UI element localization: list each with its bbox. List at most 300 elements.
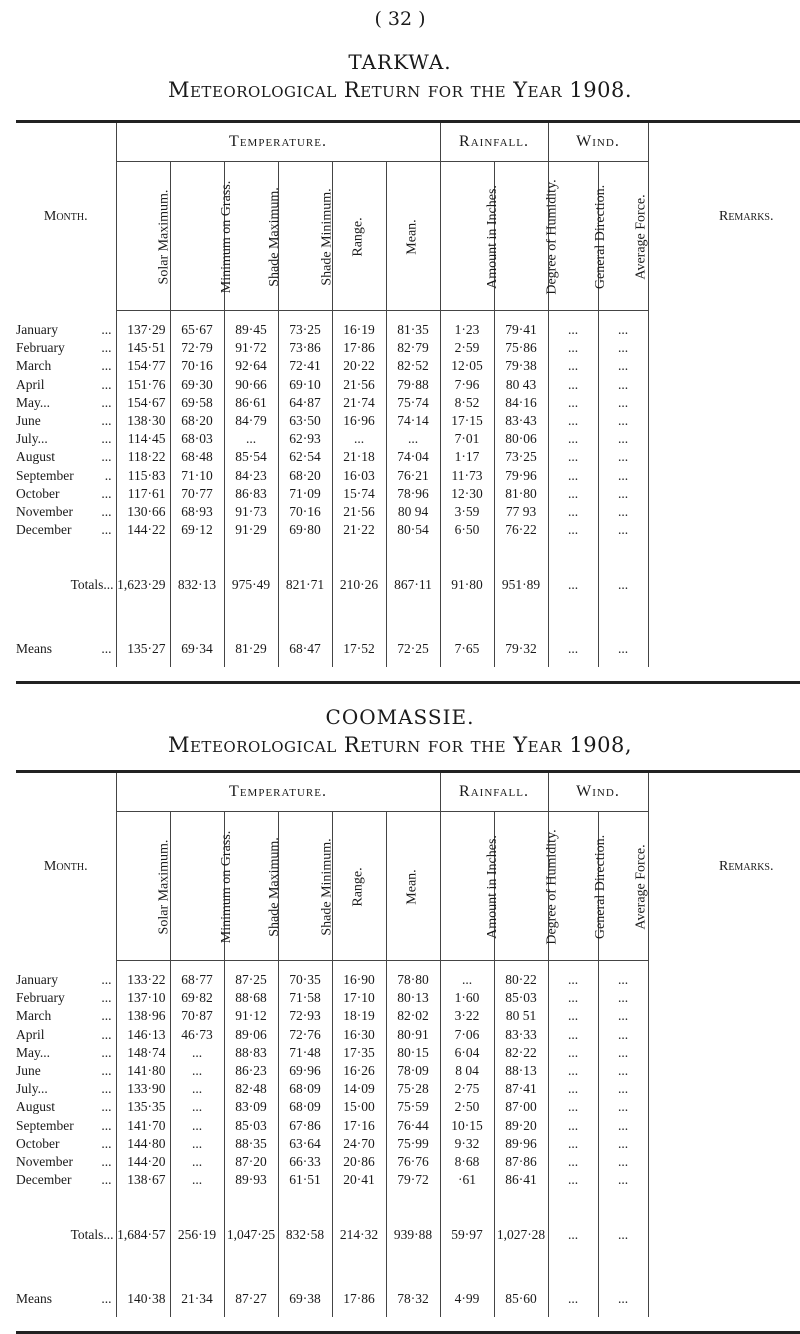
value-cell: 68·48 xyxy=(170,448,224,466)
value-cell: 66·33 xyxy=(278,1153,332,1171)
station-name: TARKWA. xyxy=(348,50,452,74)
value-cell: 12·05 xyxy=(440,357,494,375)
value-cell: 88·35 xyxy=(224,1135,278,1153)
totals-label: Totals... xyxy=(70,577,114,593)
value-cell: 74·04 xyxy=(386,448,440,466)
value-cell: 16·30 xyxy=(332,1026,386,1044)
column-label: Shade Minimum. xyxy=(319,188,335,286)
range-header xyxy=(332,812,386,961)
value-cell: 68·09 xyxy=(278,1098,332,1116)
value-cell: 82·02 xyxy=(386,1007,440,1025)
mean-cell: 68·47 xyxy=(278,631,332,667)
column-label: Mean. xyxy=(404,869,420,905)
value-cell: 17·10 xyxy=(332,989,386,1007)
value-cell: ... xyxy=(598,321,648,339)
value-cell: 91·29 xyxy=(224,521,278,539)
value-cell: 21·56 xyxy=(332,376,386,394)
leader-dots: ... xyxy=(101,972,112,988)
value-cell: ·61 xyxy=(440,1171,494,1189)
value-cell: 68·20 xyxy=(278,467,332,485)
value-cell: 79·96 xyxy=(494,467,548,485)
month-label: November xyxy=(16,503,73,519)
total-cell: 210·26 xyxy=(332,567,386,603)
table-row xyxy=(16,1117,800,1135)
column-label: Solar Maximum. xyxy=(155,839,171,935)
value-cell: 14·09 xyxy=(332,1080,386,1098)
value-cell: ... xyxy=(598,412,648,430)
table-row xyxy=(16,467,800,485)
remarks-cell xyxy=(648,1117,800,1135)
totals-row xyxy=(16,567,800,603)
value-cell: 16·90 xyxy=(332,971,386,989)
value-cell: 89·45 xyxy=(224,321,278,339)
value-cell: ... xyxy=(598,1007,648,1025)
remarks-cell xyxy=(648,376,800,394)
value-cell: 138·30 xyxy=(116,412,170,430)
month-cell xyxy=(16,339,116,357)
column-label: Shade Maximum. xyxy=(266,187,282,287)
value-cell: ... xyxy=(598,430,648,448)
leader-dots: ... xyxy=(101,1063,112,1079)
value-cell: 16·26 xyxy=(332,1062,386,1080)
value-cell: 75·28 xyxy=(386,1080,440,1098)
value-cell: ... xyxy=(598,485,648,503)
value-cell: 83·33 xyxy=(494,1026,548,1044)
value-cell: 76·76 xyxy=(386,1153,440,1171)
value-cell: 91·73 xyxy=(224,503,278,521)
value-cell: ... xyxy=(548,1007,598,1025)
month-cell xyxy=(16,448,116,466)
value-cell: 69·12 xyxy=(170,521,224,539)
mean-header xyxy=(386,162,440,311)
total-cell: 832·58 xyxy=(278,1217,332,1253)
month-cell xyxy=(16,467,116,485)
month-cell xyxy=(16,1044,116,1062)
month-label: November xyxy=(16,1153,73,1169)
value-cell: 8 04 xyxy=(440,1062,494,1080)
value-cell: 85·03 xyxy=(494,989,548,1007)
value-cell: 72·76 xyxy=(278,1026,332,1044)
value-cell: 2·50 xyxy=(440,1098,494,1116)
value-cell: ... xyxy=(598,1153,648,1171)
table-row xyxy=(16,1062,800,1080)
value-cell: 62·93 xyxy=(278,430,332,448)
leader-dots: ... xyxy=(101,413,112,429)
mean-cell: ... xyxy=(598,1281,648,1317)
value-cell: 91·12 xyxy=(224,1007,278,1025)
value-cell: ... xyxy=(598,1062,648,1080)
month-label: March xyxy=(16,1008,52,1024)
mean-cell: 17·52 xyxy=(332,631,386,667)
value-cell: ... xyxy=(170,1044,224,1062)
value-cell: ... xyxy=(170,1117,224,1135)
value-cell: 115·83 xyxy=(116,467,170,485)
means-row xyxy=(16,631,800,667)
month-cell xyxy=(16,485,116,503)
total-cell: 91·80 xyxy=(440,567,494,603)
month-cell xyxy=(16,1171,116,1189)
column-label: Minimum on Grass. xyxy=(218,830,234,944)
value-cell: ... xyxy=(548,394,598,412)
value-cell: ... xyxy=(170,1062,224,1080)
value-cell: ... xyxy=(598,1080,648,1098)
station-name: COOMASSIE. xyxy=(325,705,475,729)
value-cell: 21·18 xyxy=(332,448,386,466)
leader-dots: ... xyxy=(101,1135,112,1151)
value-cell: 86·41 xyxy=(494,1171,548,1189)
total-cell: 951·89 xyxy=(494,567,548,603)
value-cell: ... xyxy=(548,1044,598,1062)
mean-cell: ... xyxy=(548,631,598,667)
value-cell: 79·41 xyxy=(494,321,548,339)
mean-cell: 72·25 xyxy=(386,631,440,667)
value-cell: 69·58 xyxy=(170,394,224,412)
value-cell: 89·93 xyxy=(224,1171,278,1189)
leader-dots: ... xyxy=(101,641,112,657)
month-label: September xyxy=(16,467,74,483)
temperature-header: Temperature. xyxy=(116,122,440,162)
value-cell: 69·80 xyxy=(278,521,332,539)
total-cell: ... xyxy=(548,567,598,603)
value-cell: 144·22 xyxy=(116,521,170,539)
value-cell: ... xyxy=(598,1098,648,1116)
mean-cell: 85·60 xyxy=(494,1281,548,1317)
value-cell: 80·91 xyxy=(386,1026,440,1044)
remarks-header: Remarks. xyxy=(648,772,800,961)
value-cell: ... xyxy=(598,467,648,485)
amount-header xyxy=(440,812,500,961)
value-cell: ... xyxy=(598,357,648,375)
mean-header xyxy=(386,812,440,961)
value-cell: 61·51 xyxy=(278,1171,332,1189)
value-cell: ... xyxy=(598,521,648,539)
value-cell: 70·16 xyxy=(278,503,332,521)
value-cell: ... xyxy=(598,503,648,521)
value-cell: 82·52 xyxy=(386,357,440,375)
month-label: April xyxy=(16,376,45,392)
means-label: Means xyxy=(16,641,52,657)
value-cell: 2·75 xyxy=(440,1080,494,1098)
remarks-cell xyxy=(648,1153,800,1171)
value-cell: 71·09 xyxy=(278,485,332,503)
remarks-cell xyxy=(648,631,800,667)
column-label: Shade Maximum. xyxy=(266,837,282,937)
value-cell: 1·23 xyxy=(440,321,494,339)
total-cell: 1,684·57 xyxy=(116,1217,170,1253)
value-cell: 141·80 xyxy=(116,1062,170,1080)
mean-cell: 69·38 xyxy=(278,1281,332,1317)
means-label-cell xyxy=(16,631,116,667)
month-header: Month. xyxy=(43,208,88,224)
value-cell: 78·96 xyxy=(386,485,440,503)
mean-cell: 78·32 xyxy=(386,1281,440,1317)
value-cell: 78·80 xyxy=(386,971,440,989)
month-label: May... xyxy=(16,1044,50,1060)
temperature-header: Temperature. xyxy=(116,772,440,812)
value-cell: 8·68 xyxy=(440,1153,494,1171)
value-cell: 72·79 xyxy=(170,339,224,357)
leader-dots: ... xyxy=(101,1026,112,1042)
page-number: ( 32 ) xyxy=(374,8,426,30)
value-cell: 15·74 xyxy=(332,485,386,503)
totals-label: Totals... xyxy=(70,1227,114,1243)
column-label: Mean. xyxy=(404,219,420,255)
remarks-cell xyxy=(648,321,800,339)
value-cell: ... xyxy=(548,448,598,466)
mean-cell: 7·65 xyxy=(440,631,494,667)
value-cell: ... xyxy=(548,430,598,448)
leader-dots: ... xyxy=(101,503,112,519)
leader-dots: ... xyxy=(101,522,112,538)
value-cell: 73·25 xyxy=(494,448,548,466)
value-cell: 145·51 xyxy=(116,339,170,357)
value-cell: 133·90 xyxy=(116,1080,170,1098)
humidity-header xyxy=(494,162,560,311)
value-cell: 77 93 xyxy=(494,503,548,521)
value-cell: 10·15 xyxy=(440,1117,494,1135)
month-cell xyxy=(16,971,116,989)
table-row xyxy=(16,485,800,503)
value-cell: ... xyxy=(386,430,440,448)
month-cell xyxy=(16,430,116,448)
value-cell: 2·59 xyxy=(440,339,494,357)
value-cell: 7·01 xyxy=(440,430,494,448)
leader-dots: ... xyxy=(101,1291,112,1307)
value-cell: 69·30 xyxy=(170,376,224,394)
value-cell: ... xyxy=(224,430,278,448)
value-cell: 89·20 xyxy=(494,1117,548,1135)
value-cell: 6·04 xyxy=(440,1044,494,1062)
value-cell: 83·43 xyxy=(494,412,548,430)
table-row xyxy=(16,448,800,466)
value-cell: 137·29 xyxy=(116,321,170,339)
remarks-cell xyxy=(648,1171,800,1189)
value-cell: 69·82 xyxy=(170,989,224,1007)
month-cell xyxy=(16,521,116,539)
table-row xyxy=(16,1153,800,1171)
value-cell: 154·77 xyxy=(116,357,170,375)
value-cell: ... xyxy=(548,521,598,539)
value-cell: 114·45 xyxy=(116,430,170,448)
value-cell: 16·03 xyxy=(332,467,386,485)
value-cell: ... xyxy=(598,989,648,1007)
leader-dots: ... xyxy=(101,1153,112,1169)
leader-dots: ... xyxy=(101,431,112,447)
value-cell: 76·21 xyxy=(386,467,440,485)
value-cell: 62·54 xyxy=(278,448,332,466)
value-cell: 87·00 xyxy=(494,1098,548,1116)
value-cell: ... xyxy=(548,1171,598,1189)
column-label: Amount in Inches. xyxy=(484,835,500,939)
month-label: August xyxy=(16,449,56,465)
value-cell: ... xyxy=(548,989,598,1007)
value-cell: 7·06 xyxy=(440,1026,494,1044)
leader-dots: ... xyxy=(101,1081,112,1097)
rainfall-header: Rainfall. xyxy=(440,122,548,162)
leader-dots: ... xyxy=(101,322,112,338)
month-cell xyxy=(16,1007,116,1025)
value-cell: 82·48 xyxy=(224,1080,278,1098)
rainfall-header: Rainfall. xyxy=(440,772,548,812)
month-label: May... xyxy=(16,394,50,410)
remarks-cell xyxy=(648,1044,800,1062)
value-cell: 86·83 xyxy=(224,485,278,503)
value-cell: ... xyxy=(440,971,494,989)
value-cell: 12·30 xyxy=(440,485,494,503)
month-cell xyxy=(16,394,116,412)
value-cell: 63·50 xyxy=(278,412,332,430)
value-cell: ... xyxy=(170,1171,224,1189)
shade-min-header xyxy=(278,812,335,961)
value-cell: ... xyxy=(170,1135,224,1153)
value-cell: 73·86 xyxy=(278,339,332,357)
mean-cell: 69·34 xyxy=(170,631,224,667)
table-row xyxy=(16,339,800,357)
mean-cell: ... xyxy=(548,1281,598,1317)
value-cell: ... xyxy=(598,376,648,394)
column-label: General Direction. xyxy=(592,184,608,290)
value-cell: 146·13 xyxy=(116,1026,170,1044)
value-cell: 80·06 xyxy=(494,430,548,448)
value-cell: 46·73 xyxy=(170,1026,224,1044)
value-cell: ... xyxy=(548,1026,598,1044)
value-cell: 71·48 xyxy=(278,1044,332,1062)
table-row xyxy=(16,394,800,412)
column-label: Range. xyxy=(350,217,366,257)
table-row xyxy=(16,1098,800,1116)
value-cell: 76·44 xyxy=(386,1117,440,1135)
value-cell: ... xyxy=(548,412,598,430)
value-cell: 133·22 xyxy=(116,971,170,989)
value-cell: 154·67 xyxy=(116,394,170,412)
table-row xyxy=(16,1007,800,1025)
value-cell: 75·59 xyxy=(386,1098,440,1116)
min-grass-header xyxy=(170,162,234,311)
month-label: April xyxy=(16,1026,45,1042)
mean-cell: 81·29 xyxy=(224,631,278,667)
column-label: Average Force. xyxy=(633,194,649,280)
value-cell: 76·22 xyxy=(494,521,548,539)
value-cell: ... xyxy=(598,448,648,466)
value-cell: 21·74 xyxy=(332,394,386,412)
shade-min-header xyxy=(278,162,335,311)
column-label: General Direction. xyxy=(592,834,608,940)
column-label: Amount in Inches. xyxy=(484,185,500,289)
value-cell: 20·41 xyxy=(332,1171,386,1189)
column-label: Degree of Humidity. xyxy=(544,829,560,945)
value-cell: 80·54 xyxy=(386,521,440,539)
wind-header: Wind. xyxy=(548,122,648,162)
column-label: Range. xyxy=(350,867,366,907)
month-cell xyxy=(16,412,116,430)
leader-dots: ... xyxy=(101,1117,112,1133)
value-cell: 1·17 xyxy=(440,448,494,466)
value-cell: 130·66 xyxy=(116,503,170,521)
value-cell: 82·22 xyxy=(494,1044,548,1062)
remarks-cell xyxy=(648,1217,800,1253)
value-cell: 78·09 xyxy=(386,1062,440,1080)
value-cell: ... xyxy=(548,357,598,375)
value-cell: 80 94 xyxy=(386,503,440,521)
value-cell: ... xyxy=(598,1171,648,1189)
table-row xyxy=(16,503,800,521)
value-cell: 68·77 xyxy=(170,971,224,989)
column-label: Solar Maximum. xyxy=(155,189,171,285)
value-cell: 82·79 xyxy=(386,339,440,357)
month-cell xyxy=(16,321,116,339)
value-cell: ... xyxy=(548,376,598,394)
value-cell: 69·10 xyxy=(278,376,332,394)
mean-cell: 79·32 xyxy=(494,631,548,667)
value-cell: 68·03 xyxy=(170,430,224,448)
value-cell: 71·58 xyxy=(278,989,332,1007)
value-cell: ... xyxy=(548,1153,598,1171)
value-cell: 75·74 xyxy=(386,394,440,412)
month-cell xyxy=(16,1098,116,1116)
value-cell: 24·70 xyxy=(332,1135,386,1153)
total-cell: 1,047·25 xyxy=(224,1217,278,1253)
value-cell: 79·38 xyxy=(494,357,548,375)
value-cell: 86·23 xyxy=(224,1062,278,1080)
value-cell: 70·35 xyxy=(278,971,332,989)
month-label: January xyxy=(16,972,58,988)
total-cell: 214·32 xyxy=(332,1217,386,1253)
value-cell: ... xyxy=(598,1044,648,1062)
value-cell: 83·09 xyxy=(224,1098,278,1116)
value-cell: 7·96 xyxy=(440,376,494,394)
value-cell: 87·41 xyxy=(494,1080,548,1098)
month-label: October xyxy=(16,485,60,501)
column-label: Degree of Humidity. xyxy=(544,179,560,295)
remarks-cell xyxy=(648,989,800,1007)
value-cell: 88·68 xyxy=(224,989,278,1007)
value-cell: 80·13 xyxy=(386,989,440,1007)
mean-cell: 4·99 xyxy=(440,1281,494,1317)
value-cell: ... xyxy=(548,503,598,521)
leader-dots: ... xyxy=(101,1099,112,1115)
humidity-header xyxy=(494,812,560,961)
value-cell: 117·61 xyxy=(116,485,170,503)
value-cell: ... xyxy=(548,467,598,485)
value-cell: 90·66 xyxy=(224,376,278,394)
value-cell: 21·56 xyxy=(332,503,386,521)
value-cell: 148·74 xyxy=(116,1044,170,1062)
value-cell: 118·22 xyxy=(116,448,170,466)
month-label: February xyxy=(16,990,65,1006)
value-cell: ... xyxy=(598,971,648,989)
value-cell: 92·64 xyxy=(224,357,278,375)
month-label: July... xyxy=(16,431,48,447)
value-cell: 84·16 xyxy=(494,394,548,412)
value-cell: 81·35 xyxy=(386,321,440,339)
value-cell: 68·20 xyxy=(170,412,224,430)
value-cell: ... xyxy=(598,394,648,412)
value-cell: 79·72 xyxy=(386,1171,440,1189)
month-label: October xyxy=(16,1135,60,1151)
remarks-cell xyxy=(648,1026,800,1044)
totals-row xyxy=(16,1217,800,1253)
solar-max-header xyxy=(116,162,170,311)
leader-dots: ... xyxy=(101,449,112,465)
table-row xyxy=(16,321,800,339)
leader-dots: ... xyxy=(101,394,112,410)
month-label: September xyxy=(16,1117,74,1133)
remarks-cell xyxy=(648,448,800,466)
value-cell: 74·14 xyxy=(386,412,440,430)
value-cell: 20·86 xyxy=(332,1153,386,1171)
value-cell: 65·67 xyxy=(170,321,224,339)
value-cell: 81·80 xyxy=(494,485,548,503)
